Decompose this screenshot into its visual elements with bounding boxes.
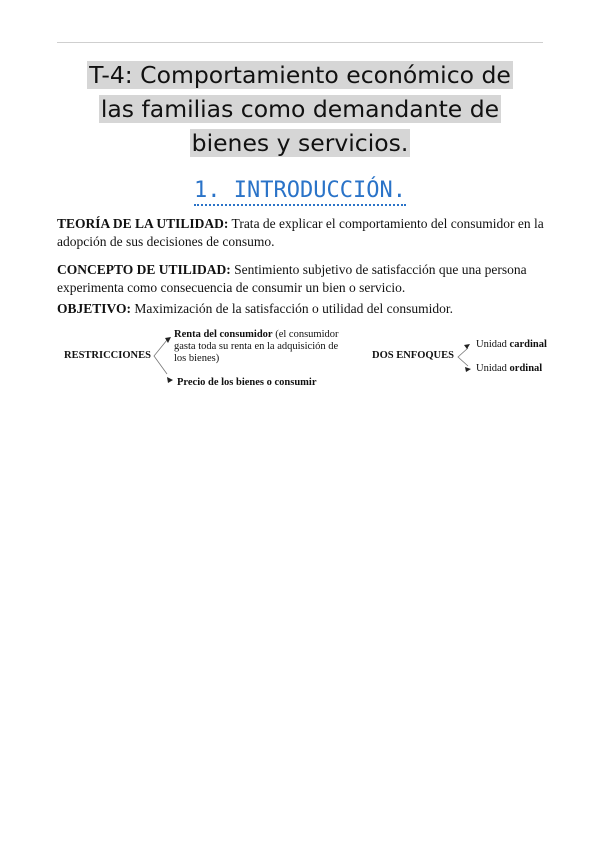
restricciones-item-renta xyxy=(174,329,350,365)
enfoques-brace xyxy=(458,348,468,366)
section-heading-text: 1. INTRODUCCIÓN. xyxy=(194,178,406,206)
paragraph-teoria xyxy=(57,215,549,250)
ordinal-prefix: Unidad xyxy=(476,363,510,374)
enfoque-cardinal xyxy=(476,339,547,351)
term-teoria: TEORÍA DE LA UTILIDAD: xyxy=(57,216,229,231)
renta-text: (el consumidor gasta toda su renta en la adquisición de los bienes) xyxy=(174,329,339,364)
text-concepto: Sentimiento subjetivo de satisfacción que una persona experimenta como consecuencia de consumir un bien o servicio. xyxy=(57,262,527,295)
title-line-1: T-4: Comportamiento económico de xyxy=(89,61,511,89)
arrow-down-icon xyxy=(167,377,173,383)
arrow-up-icon xyxy=(464,344,470,349)
cardinal-prefix: Unidad xyxy=(476,339,510,350)
paragraph-objetivo xyxy=(57,300,549,318)
restricciones-brace xyxy=(154,340,167,374)
title-line-3: bienes y servicios. xyxy=(191,129,409,157)
section-heading xyxy=(0,176,600,206)
text-teoria: Trata de explicar el comportamiento del consumidor en la adopción de sus decisiones de consumo. xyxy=(57,216,544,249)
arrow-up-icon xyxy=(165,337,171,343)
term-concepto: CONCEPTO DE UTILIDAD: xyxy=(57,262,231,277)
text-objetivo: Maximización de la satisfacción o utilidad del consumidor. xyxy=(131,301,454,316)
arrow-down-icon xyxy=(465,367,471,372)
restricciones-item-precio: Precio de los bienes o consumir xyxy=(177,377,317,388)
enfoques-label: DOS ENFOQUES xyxy=(372,350,454,361)
title-line-2: las familias como demandante de xyxy=(100,95,500,123)
term-objetivo: OBJETIVO: xyxy=(57,301,131,316)
document-title xyxy=(40,58,560,160)
enfoque-ordinal xyxy=(476,363,542,375)
restricciones-label: RESTRICCIONES xyxy=(64,350,151,361)
ordinal-term: ordinal xyxy=(509,363,543,374)
cardinal-term: cardinal xyxy=(509,339,547,350)
top-rule xyxy=(57,42,543,43)
paragraph-concepto xyxy=(57,261,549,296)
renta-term: Renta del consumidor xyxy=(174,329,273,340)
